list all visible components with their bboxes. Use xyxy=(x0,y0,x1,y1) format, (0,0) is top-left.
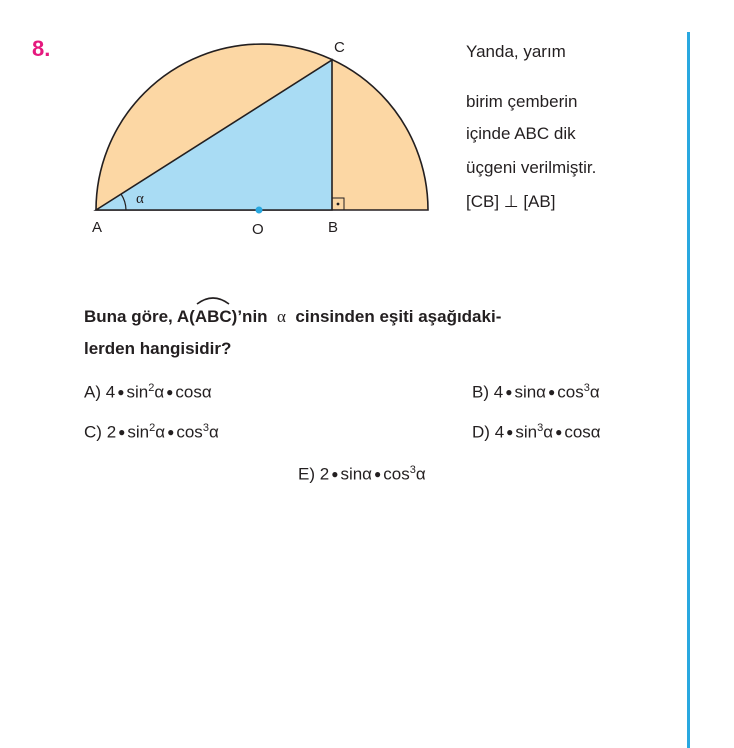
option-d[interactable]: D) 4 ● $\sin^3\alpha$ ● cosα xyxy=(472,422,601,442)
label-a: A xyxy=(92,219,103,236)
option-a[interactable]: A) 4 ● $\sin^2\alpha$ ● cosα xyxy=(84,382,212,402)
side-text-line-4: üçgeni verilmiştir. xyxy=(466,158,597,177)
label-o: O xyxy=(252,221,264,238)
center-dot xyxy=(256,207,263,214)
side-text-line-3: içinde ABC dik xyxy=(466,124,576,143)
question-line-2: lerden hangisidir? xyxy=(84,339,232,358)
side-text-line-5: [CB] ⊥ [AB] xyxy=(466,192,556,211)
label-alpha: α xyxy=(136,191,144,207)
option-b[interactable]: B) 4 ● sinα ● $\cos^3\alpha$ xyxy=(472,382,600,402)
option-e[interactable]: E) 2 ● sinα ● $\cos^3\alpha$ xyxy=(298,464,426,484)
question-part-1: Buna göre, A( xyxy=(84,307,195,326)
question-part-3: cinsinden eşiti aşağıdaki- xyxy=(295,307,502,326)
question-part-2: )’nin xyxy=(231,307,268,326)
label-b: B xyxy=(328,219,339,236)
semicircle-figure xyxy=(0,0,734,260)
question-number: 8. xyxy=(32,36,51,61)
option-c[interactable]: C) 2 ● $\sin^2\alpha$ ● $\cos^3\alpha$ xyxy=(84,422,219,442)
question-text xyxy=(84,301,664,365)
question-alpha: α xyxy=(277,307,286,326)
side-text-line-1: Yanda, yarım xyxy=(466,42,566,61)
label-c: C xyxy=(334,39,345,56)
side-text-line-2: birim çemberin xyxy=(466,92,578,111)
accent-rule xyxy=(687,32,690,748)
arc-abc: ABC xyxy=(195,301,232,333)
